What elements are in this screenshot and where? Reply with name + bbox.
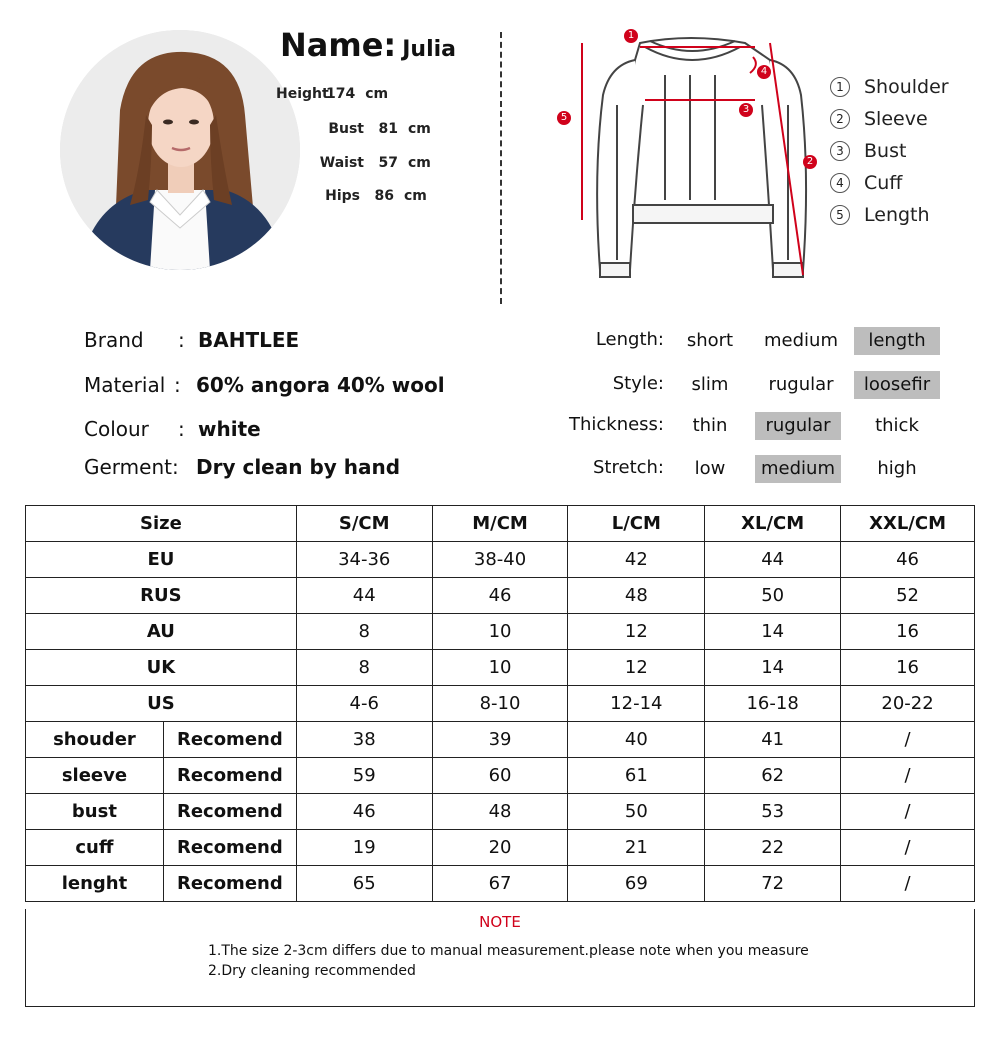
measure-row-hips: [292, 188, 427, 204]
legend-label: Shoulder: [864, 76, 949, 98]
option-row-stretch: [0, 455, 994, 485]
table-cell: 52: [841, 578, 975, 614]
table-cell: 22: [705, 830, 841, 866]
option-label: Style:: [612, 373, 664, 394]
option-choice-selected: rugular: [755, 412, 841, 440]
table-row: [26, 794, 975, 830]
option-choice-selected: length: [854, 327, 940, 355]
row-label: US: [26, 686, 297, 722]
note-title: NOTE: [479, 913, 521, 931]
table-row: [26, 722, 975, 758]
attr-value: 60% angora 40% wool: [196, 373, 445, 397]
table-cell: 8: [296, 614, 432, 650]
option-choice: short: [686, 330, 734, 351]
row-label: shouder: [26, 722, 164, 758]
legend-item: [830, 76, 949, 98]
table-cell: 48: [432, 794, 568, 830]
table-cell: 21: [568, 830, 705, 866]
name-label: Name: [280, 26, 384, 64]
measure-label: Bust: [328, 121, 364, 137]
table-cell: 12: [568, 614, 705, 650]
table-cell: 40: [568, 722, 705, 758]
size-table: [25, 505, 975, 902]
attr-key: Germent: [84, 455, 172, 479]
header-cell: Size: [26, 506, 297, 542]
table-cell: 10: [432, 650, 568, 686]
legend-label: Length: [864, 204, 930, 226]
table-cell: /: [841, 866, 975, 902]
option-choice: thick: [875, 415, 919, 436]
name-value: Julia: [402, 37, 456, 62]
measure-unit: cm: [408, 121, 431, 137]
row-label: UK: [26, 650, 297, 686]
table-cell: 16: [841, 614, 975, 650]
model-name: [280, 26, 456, 64]
option-choice: thin: [692, 415, 728, 436]
dashed-divider: [500, 32, 502, 304]
model-photo: [60, 30, 300, 270]
legend-number: 3: [830, 141, 850, 161]
table-cell: 44: [296, 578, 432, 614]
table-row: [26, 866, 975, 902]
option-choice: rugular: [768, 374, 834, 395]
option-choice: medium: [764, 330, 838, 351]
table-cell: 12: [568, 650, 705, 686]
table-cell: 12-14: [568, 686, 705, 722]
measure-row-height: [276, 86, 388, 102]
table-cell: /: [841, 758, 975, 794]
marker-5: 5: [557, 111, 571, 125]
option-choice: high: [877, 458, 917, 479]
table-cell: 20-22: [841, 686, 975, 722]
header-cell: M/CM: [432, 506, 568, 542]
table-cell: 42: [568, 542, 705, 578]
option-row-thickness: [0, 412, 994, 442]
legend-label: Bust: [864, 140, 907, 162]
table-row: [26, 650, 975, 686]
table-row: [26, 830, 975, 866]
table-cell: 50: [568, 794, 705, 830]
table-cell: 60: [432, 758, 568, 794]
attr-colon: :: [172, 455, 179, 479]
attr-key: Brand: [84, 328, 144, 352]
model-illustration: [60, 30, 300, 270]
measure-label: Waist: [319, 155, 364, 171]
measure-row-bust: [296, 121, 431, 137]
measure-value: 174: [326, 86, 356, 102]
note-line: 2.Dry cleaning recommended: [208, 963, 416, 979]
option-row-length: [0, 327, 994, 357]
legend-label: Sleeve: [864, 108, 928, 130]
row-label: lenght: [26, 866, 164, 902]
measure-value: 81: [378, 121, 398, 137]
option-choice-selected: medium: [755, 455, 841, 483]
marker-2: 2: [803, 155, 817, 169]
legend-number: 4: [830, 173, 850, 193]
name-colon: :: [383, 26, 397, 64]
table-cell: /: [841, 794, 975, 830]
row-label: EU: [26, 542, 297, 578]
note-box: [25, 909, 975, 1007]
header-cell: XXL/CM: [841, 506, 975, 542]
table-cell: 19: [296, 830, 432, 866]
table-cell: 38: [296, 722, 432, 758]
row-label: cuff: [26, 830, 164, 866]
table-cell: 38-40: [432, 542, 568, 578]
measure-unit: cm: [365, 86, 389, 102]
legend-number: 2: [830, 109, 850, 129]
row-sublabel: Recomend: [163, 758, 296, 794]
table-cell: 65: [296, 866, 432, 902]
table-cell: 41: [705, 722, 841, 758]
table-cell: 10: [432, 614, 568, 650]
row-label: AU: [26, 614, 297, 650]
table-cell: 62: [705, 758, 841, 794]
table-cell: 50: [705, 578, 841, 614]
table-row: [26, 542, 975, 578]
table-cell: /: [841, 722, 975, 758]
option-label: Thickness:: [568, 414, 664, 435]
table-cell: /: [841, 830, 975, 866]
option-choice: slim: [691, 374, 729, 395]
attr-key: Material: [84, 373, 166, 397]
table-cell: 61: [568, 758, 705, 794]
table-cell: 44: [705, 542, 841, 578]
measure-row-waist: [296, 155, 431, 171]
option-label: Stretch:: [593, 457, 664, 478]
attr-value: white: [198, 417, 261, 441]
table-cell: 8: [296, 650, 432, 686]
table-cell: 14: [705, 614, 841, 650]
table-cell: 39: [432, 722, 568, 758]
option-row-style: [0, 371, 994, 401]
measure-label: Hips: [325, 188, 360, 204]
attr-colon: :: [178, 417, 185, 441]
attr-key: Colour: [84, 417, 149, 441]
row-label: bust: [26, 794, 164, 830]
marker-3: 3: [739, 103, 753, 117]
attr-value: Dry clean by hand: [196, 455, 401, 479]
row-label: sleeve: [26, 758, 164, 794]
legend-item: [830, 108, 928, 130]
table-cell: 20: [432, 830, 568, 866]
sweater-diagram: [555, 25, 820, 290]
legend-number: 5: [830, 205, 850, 225]
table-cell: 4-6: [296, 686, 432, 722]
row-sublabel: Recomend: [163, 830, 296, 866]
table-cell: 53: [705, 794, 841, 830]
row-sublabel: Recomend: [163, 866, 296, 902]
row-label: RUS: [26, 578, 297, 614]
header-cell: L/CM: [568, 506, 705, 542]
marker-1: 1: [624, 29, 638, 43]
table-cell: 59: [296, 758, 432, 794]
option-choice-selected: loosefir: [854, 371, 940, 399]
table-cell: 69: [568, 866, 705, 902]
table-cell: 16-18: [705, 686, 841, 722]
table-cell: 67: [432, 866, 568, 902]
table-row: [26, 614, 975, 650]
row-sublabel: Recomend: [163, 794, 296, 830]
measure-unit: cm: [404, 188, 427, 204]
table-cell: 16: [841, 650, 975, 686]
table-cell: 72: [705, 866, 841, 902]
table-cell: 8-10: [432, 686, 568, 722]
table-row: [26, 578, 975, 614]
table-cell: 14: [705, 650, 841, 686]
option-label: Length:: [595, 329, 664, 350]
table-cell: 48: [568, 578, 705, 614]
legend-label: Cuff: [864, 172, 903, 194]
row-sublabel: Recomend: [163, 722, 296, 758]
option-choice: low: [694, 458, 726, 479]
table-cell: 46: [432, 578, 568, 614]
header-cell: S/CM: [296, 506, 432, 542]
legend-item: [830, 172, 902, 194]
measure-value: 57: [378, 155, 398, 171]
note-line: 1.The size 2-3cm differs due to manual measurement.please note when you measure: [208, 943, 809, 959]
attr-colon: :: [178, 328, 185, 352]
legend-item: [830, 140, 906, 162]
table-cell: 46: [296, 794, 432, 830]
marker-4: 4: [757, 65, 771, 79]
table-row: [26, 758, 975, 794]
measure-unit: cm: [408, 155, 431, 171]
measure-value: 86: [374, 188, 394, 204]
attr-value: BAHTLEE: [198, 328, 300, 352]
table-header-row: [26, 506, 975, 542]
legend-item: [830, 204, 930, 226]
attr-colon: :: [174, 373, 181, 397]
table-row: [26, 686, 975, 722]
table-cell: 46: [841, 542, 975, 578]
header-cell: XL/CM: [705, 506, 841, 542]
measure-label: Height: [276, 86, 329, 102]
table-cell: 34-36: [296, 542, 432, 578]
legend-number: 1: [830, 77, 850, 97]
